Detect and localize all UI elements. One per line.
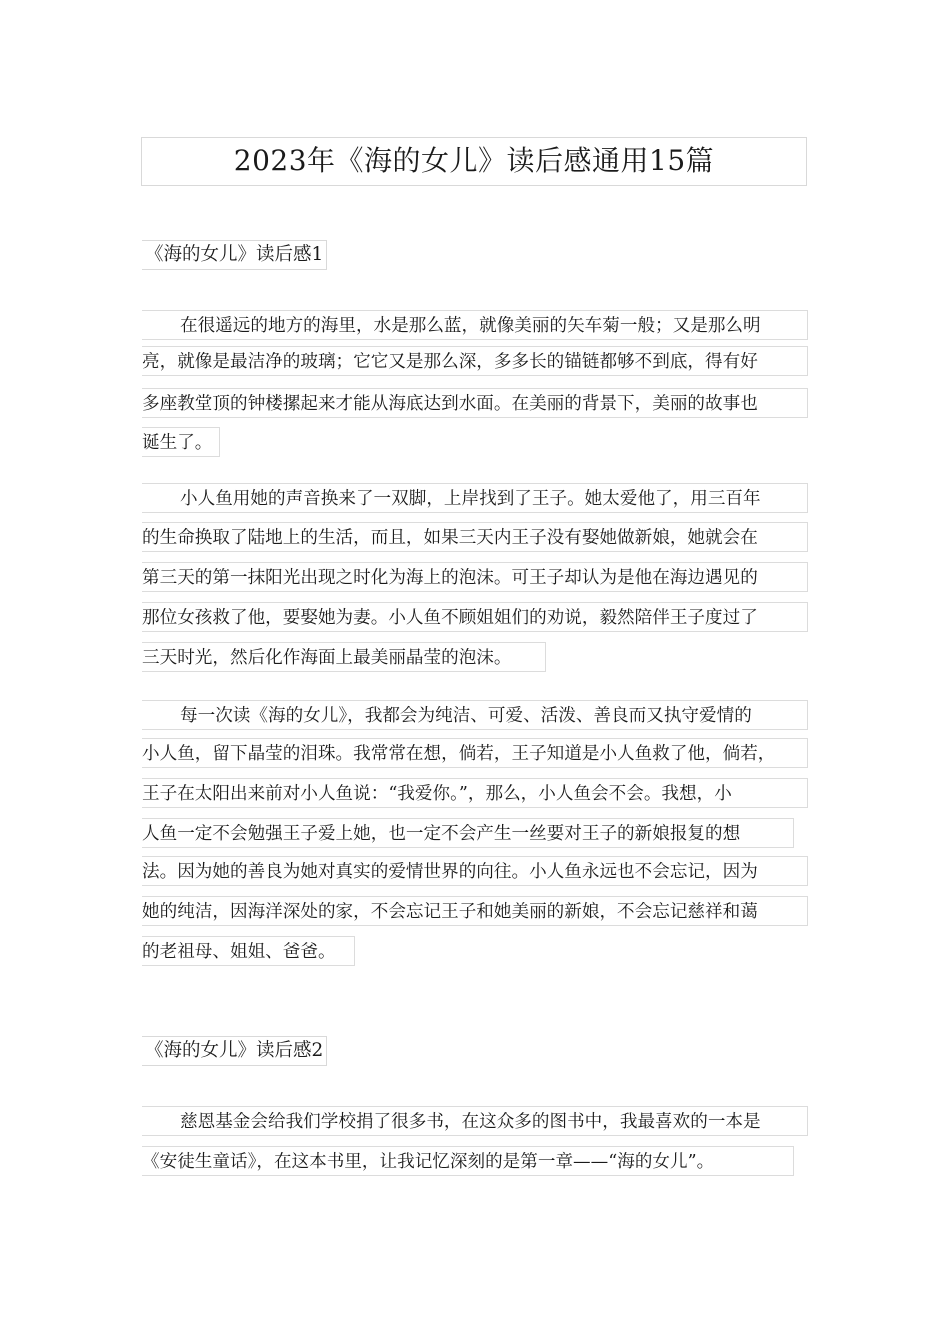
paragraph-line: 的老祖母、姐姐、爸爸。 (142, 936, 355, 966)
paragraph-line: 小人鱼用她的声音换来了一双脚，上岸找到了王子。她太爱他了，用三百年 (142, 483, 808, 513)
paragraph-line: 她的纯洁，因海洋深处的家，不会忘记王子和她美丽的新娘，不会忘记慈祥和蔼 (142, 896, 808, 926)
paragraph-line: 王子在太阳出来前对小人鱼说：“我爱你。”，那么，小人鱼会不会。我想，小 (142, 778, 808, 808)
paragraph-line: 的生命换取了陆地上的生活，而且，如果三天内王子没有娶她做新娘，她就会在 (142, 522, 808, 552)
section-heading-2: 《海的女儿》读后感2 (142, 1036, 327, 1066)
paragraph-line: 亮，就像是最洁净的玻璃；它它又是那么深，多多长的锚链都够不到底，得有好 (142, 346, 808, 376)
section-heading-1: 《海的女儿》读后感1 (142, 240, 327, 270)
paragraph-line: 慈恩基金会给我们学校捐了很多书，在这众多的图书中，我最喜欢的一本是 (142, 1106, 808, 1136)
paragraph-line: 法。因为她的善良为她对真实的爱情世界的向往。小人鱼永远也不会忘记，因为 (142, 856, 808, 886)
paragraph-line: 小人鱼，留下晶莹的泪珠。我常常在想，倘若，王子知道是小人鱼救了他，倘若， (142, 738, 808, 768)
paragraph-line: 每一次读《海的女儿》，我都会为纯洁、可爱、活泼、善良而又执守爱情的 (142, 700, 808, 730)
paragraph-line: 诞生了。 (142, 427, 220, 457)
paragraph-line: 那位女孩救了他，要娶她为妻。小人鱼不顾姐姐们的劝说，毅然陪伴王子度过了 (142, 602, 808, 632)
paragraph-line: 在很遥远的地方的海里，水是那么蓝，就像美丽的矢车菊一般；又是那么明 (142, 310, 808, 340)
paragraph-line: 人鱼一定不会勉强王子爱上她，也一定不会产生一丝要对王子的新娘报复的想 (142, 818, 794, 848)
document-title: 2023年《海的女儿》读后感通用15篇 (141, 137, 807, 186)
paragraph-line: 第三天的第一抹阳光出现之时化为海上的泡沫。可王子却认为是他在海边遇见的 (142, 562, 808, 592)
paragraph-line: 《安徒生童话》，在这本书里，让我记忆深刻的是第一章——“海的女儿”。 (142, 1146, 794, 1176)
paragraph-line: 多座教堂顶的钟楼摞起来才能从海底达到水面。在美丽的背景下，美丽的故事也 (142, 388, 808, 418)
paragraph-line: 三天时光，然后化作海面上最美丽晶莹的泡沫。 (142, 642, 546, 672)
